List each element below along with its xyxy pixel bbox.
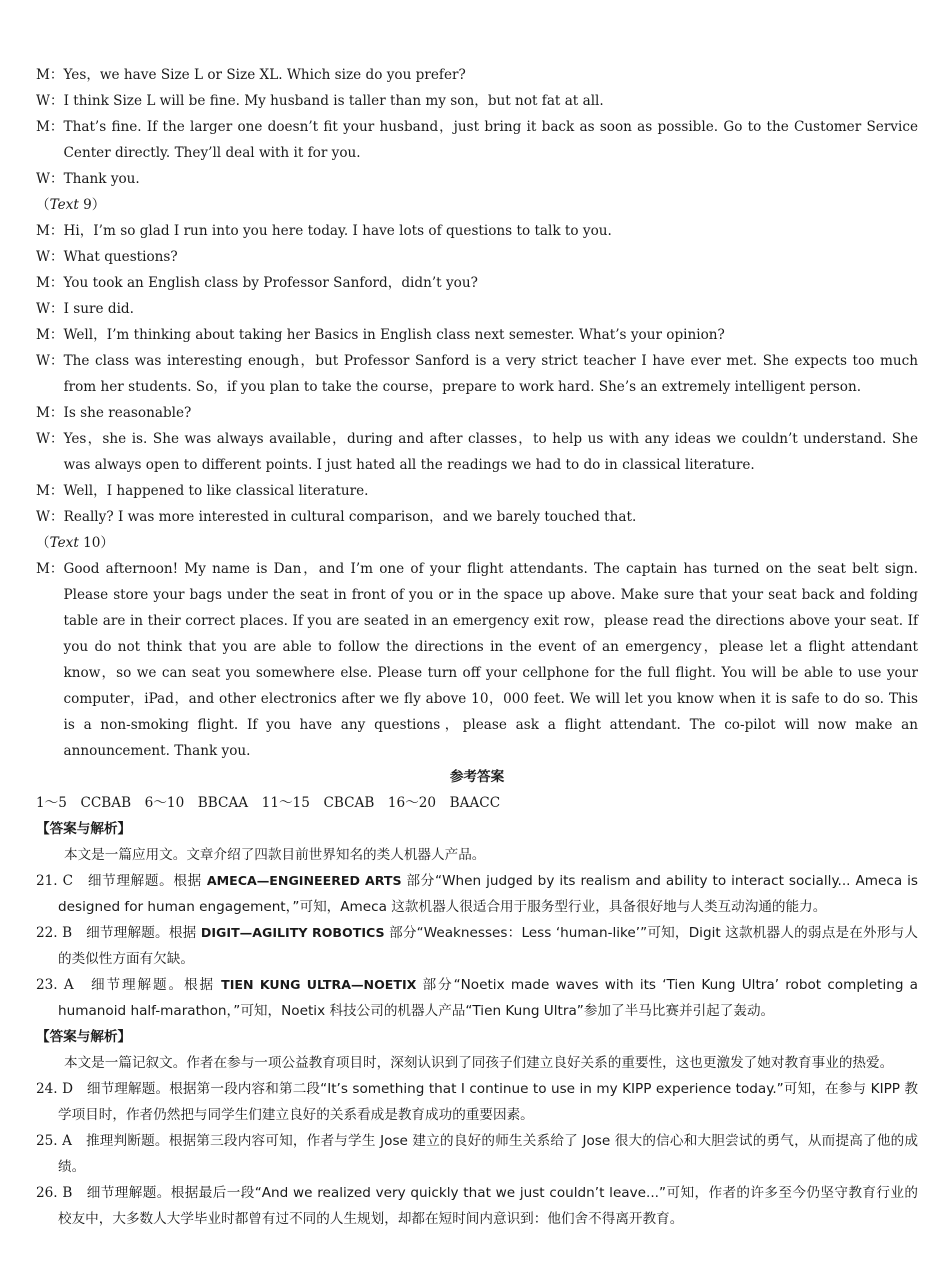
dialogue-text: Really? I was more interested in cultural comparison，and we barely touched that.	[63, 509, 637, 525]
speaker-label: M：	[36, 67, 64, 83]
dialogue-turn	[36, 348, 918, 400]
dialogue-turn	[36, 270, 918, 296]
dialogue-text: Is she reasonable?	[63, 405, 192, 421]
dialogue-text: Good afternoon! My name is Dan，and I’m one of your flight attendants. The captain has turned on the seat belt sign. Please store your bags under the seat in front of you or in the space up above. Make sure that your seat back and folding table are in their correct places. If you are seated in an emergency exit row，please read the directions above your seat. If you do not think that you are able to follow the directions in the event of an emergency，please let a flight attendant know，so we can seat you somewhere else. Please turn off your cellphone for the full flight. You will be able to use your computer，iPad，and other electronics after we fly above 10，000 feet. We will let you know when it is safe to do so. This is a non-smoking flight. If you have any questions，please ask a flight attendant. The co-pilot will now make an announcement. Thank you.	[63, 561, 918, 759]
section-heading: 【答案与解析】	[36, 821, 132, 837]
speaker-label: W：	[36, 249, 64, 265]
speaker-label: W：	[36, 93, 64, 109]
dialogue-text: What questions?	[63, 249, 178, 265]
passage-summary: 本文是一篇记叙文。作者在参与一项公益教育项目时，深刻认识到了同孩子们建立良好关系的重要性，这也更激发了她对教育事业的热爱。	[64, 1055, 894, 1071]
section-heading: 【答案与解析】	[36, 1029, 132, 1045]
speaker-label: M：	[36, 119, 64, 135]
speaker-label: M：	[36, 405, 64, 421]
text9-label: （Text 9）	[36, 197, 106, 213]
speaker-label: W：	[36, 353, 64, 369]
dialogue-turn	[36, 400, 918, 426]
text9-dialogue	[36, 218, 918, 530]
dialogue-text: Thank you.	[63, 171, 140, 187]
dialogue-text: Yes，we have Size L or Size XL. Which size do you prefer?	[63, 67, 466, 83]
dialogue-turn	[36, 244, 918, 270]
dialogue-turn	[36, 504, 918, 530]
speaker-label: M：	[36, 327, 64, 343]
dialogue-turn	[36, 322, 918, 348]
dialogue-turn	[36, 88, 918, 114]
dialogue-text: I sure did.	[63, 301, 134, 317]
dialogue-text: Well，I happened to like classical literature.	[63, 483, 369, 499]
dialogue-turn	[36, 62, 918, 88]
answer-explanation: 24. D 细节理解题。根据第一段内容和第二段“It’s something that I continue to use in my KIPP experience today.”可知，在参与 KIPP 教学项目时，作者仍然把与同学生们建立良好的关系看成是教育成功的重要因素。	[36, 1081, 919, 1123]
dialogue-text: I think Size L will be fine. My husband is taller than my son，but not fat at all.	[63, 93, 604, 109]
dialogue-turn	[36, 426, 918, 478]
dialogue-text: Well，I’m thinking about taking her Basics in English class next semester. What’s your opinion?	[63, 327, 725, 343]
answer-explanation: 22. B 细节理解题。根据 DIGIT—AGILITY ROBOTICS 部分“Weaknesses：Less ‘human-like’”可知，Digit 这款机器人的弱点是在外形与人的类似性方面有欠缺。	[36, 925, 918, 967]
dialogue-turn	[36, 218, 918, 244]
speaker-label: W：	[36, 301, 64, 317]
speaker-label: M：	[36, 223, 64, 239]
dialogue-text: Hi，I’m so glad I run into you here today. I have lots of questions to talk to you.	[63, 223, 612, 239]
answers-title: 参考答案	[449, 769, 505, 785]
dialogue-text: You took an English class by Professor Sanford，didn’t you?	[63, 275, 478, 291]
answer-explanation: 21. C 细节理解题。根据 AMECA—ENGINEERED ARTS 部分“When judged by its realism and ability to interact socially... Ameca is designed for human engagement，”可知，Ameca 这款机器人很适合用于服务型行业，具备很好地与人类互动沟通的能力。	[36, 873, 919, 915]
text10-label: （Text 10）	[36, 535, 114, 551]
dialogue-turn	[36, 478, 918, 504]
answer-explanation: 25. A 推理判断题。根据第三段内容可知，作者与学生 Jose 建立的良好的师生关系给了 Jose 很大的信心和大胆尝试的勇气，从而提高了他的成绩。	[36, 1133, 919, 1175]
answer-key: 1～5 CCBAB 6～10 BBCAA 11～15 CBCAB 16～20 BAACC	[36, 795, 501, 811]
dialogue-text: The class was interesting enough，but Professor Sanford is a very strict teacher I have ever met. She expects too much from her students. So，if you plan to take the course，prepare to work hard. She’s an extremely intelligent person.	[63, 353, 918, 395]
answer-explanation: 26. B 细节理解题。根据最后一段“And we realized very quickly that we just couldn’t leave...”可知，作者的许多至今仍坚守教育行业的 校友中，大多数人大学毕业时都曾有过不同的人生规划，却都在短时间内意识到：他们舍不得离开教育。	[36, 1185, 946, 1227]
answer-explanation: 23. A 细节理解题。根据 TIEN KUNG ULTRA—NOETIX 部分“Noetix made waves with its ‘Tien Kung Ultra’ robot completing a humanoid half-marathon，”可知，Noetix 科技公司的机器人产品“Tien Kung Ultra”参加了半马比赛并引起了轰动。	[36, 977, 919, 1019]
dialogue-text: Yes，she is. She was always available，during and after classes，to help us with any ideas we couldn’t understand. She was always open to different points. I just hated all the readings we had to do in classical literature.	[63, 431, 918, 473]
speaker-label: W：	[36, 431, 64, 447]
speaker-label: W：	[36, 509, 64, 525]
passage-summary: 本文是一篇应用文。文章介绍了四款目前世界知名的类人机器人产品。	[64, 847, 486, 863]
speaker-label: W：	[36, 171, 64, 187]
dialogue-text: That’s fine. If the larger one doesn’t fit your husband，just bring it back as soon as possible. Go to the Customer Service Center directly. They’ll deal with it for you.	[63, 119, 918, 161]
dialogue-turn	[36, 556, 918, 764]
dialogue-turn	[36, 296, 918, 322]
speaker-label: M：	[36, 561, 64, 577]
speaker-label: M：	[36, 483, 64, 499]
dialogue-turn	[36, 114, 918, 166]
dialogue-turn	[36, 166, 918, 192]
speaker-label: M：	[36, 275, 64, 291]
transcript-top	[36, 62, 918, 192]
